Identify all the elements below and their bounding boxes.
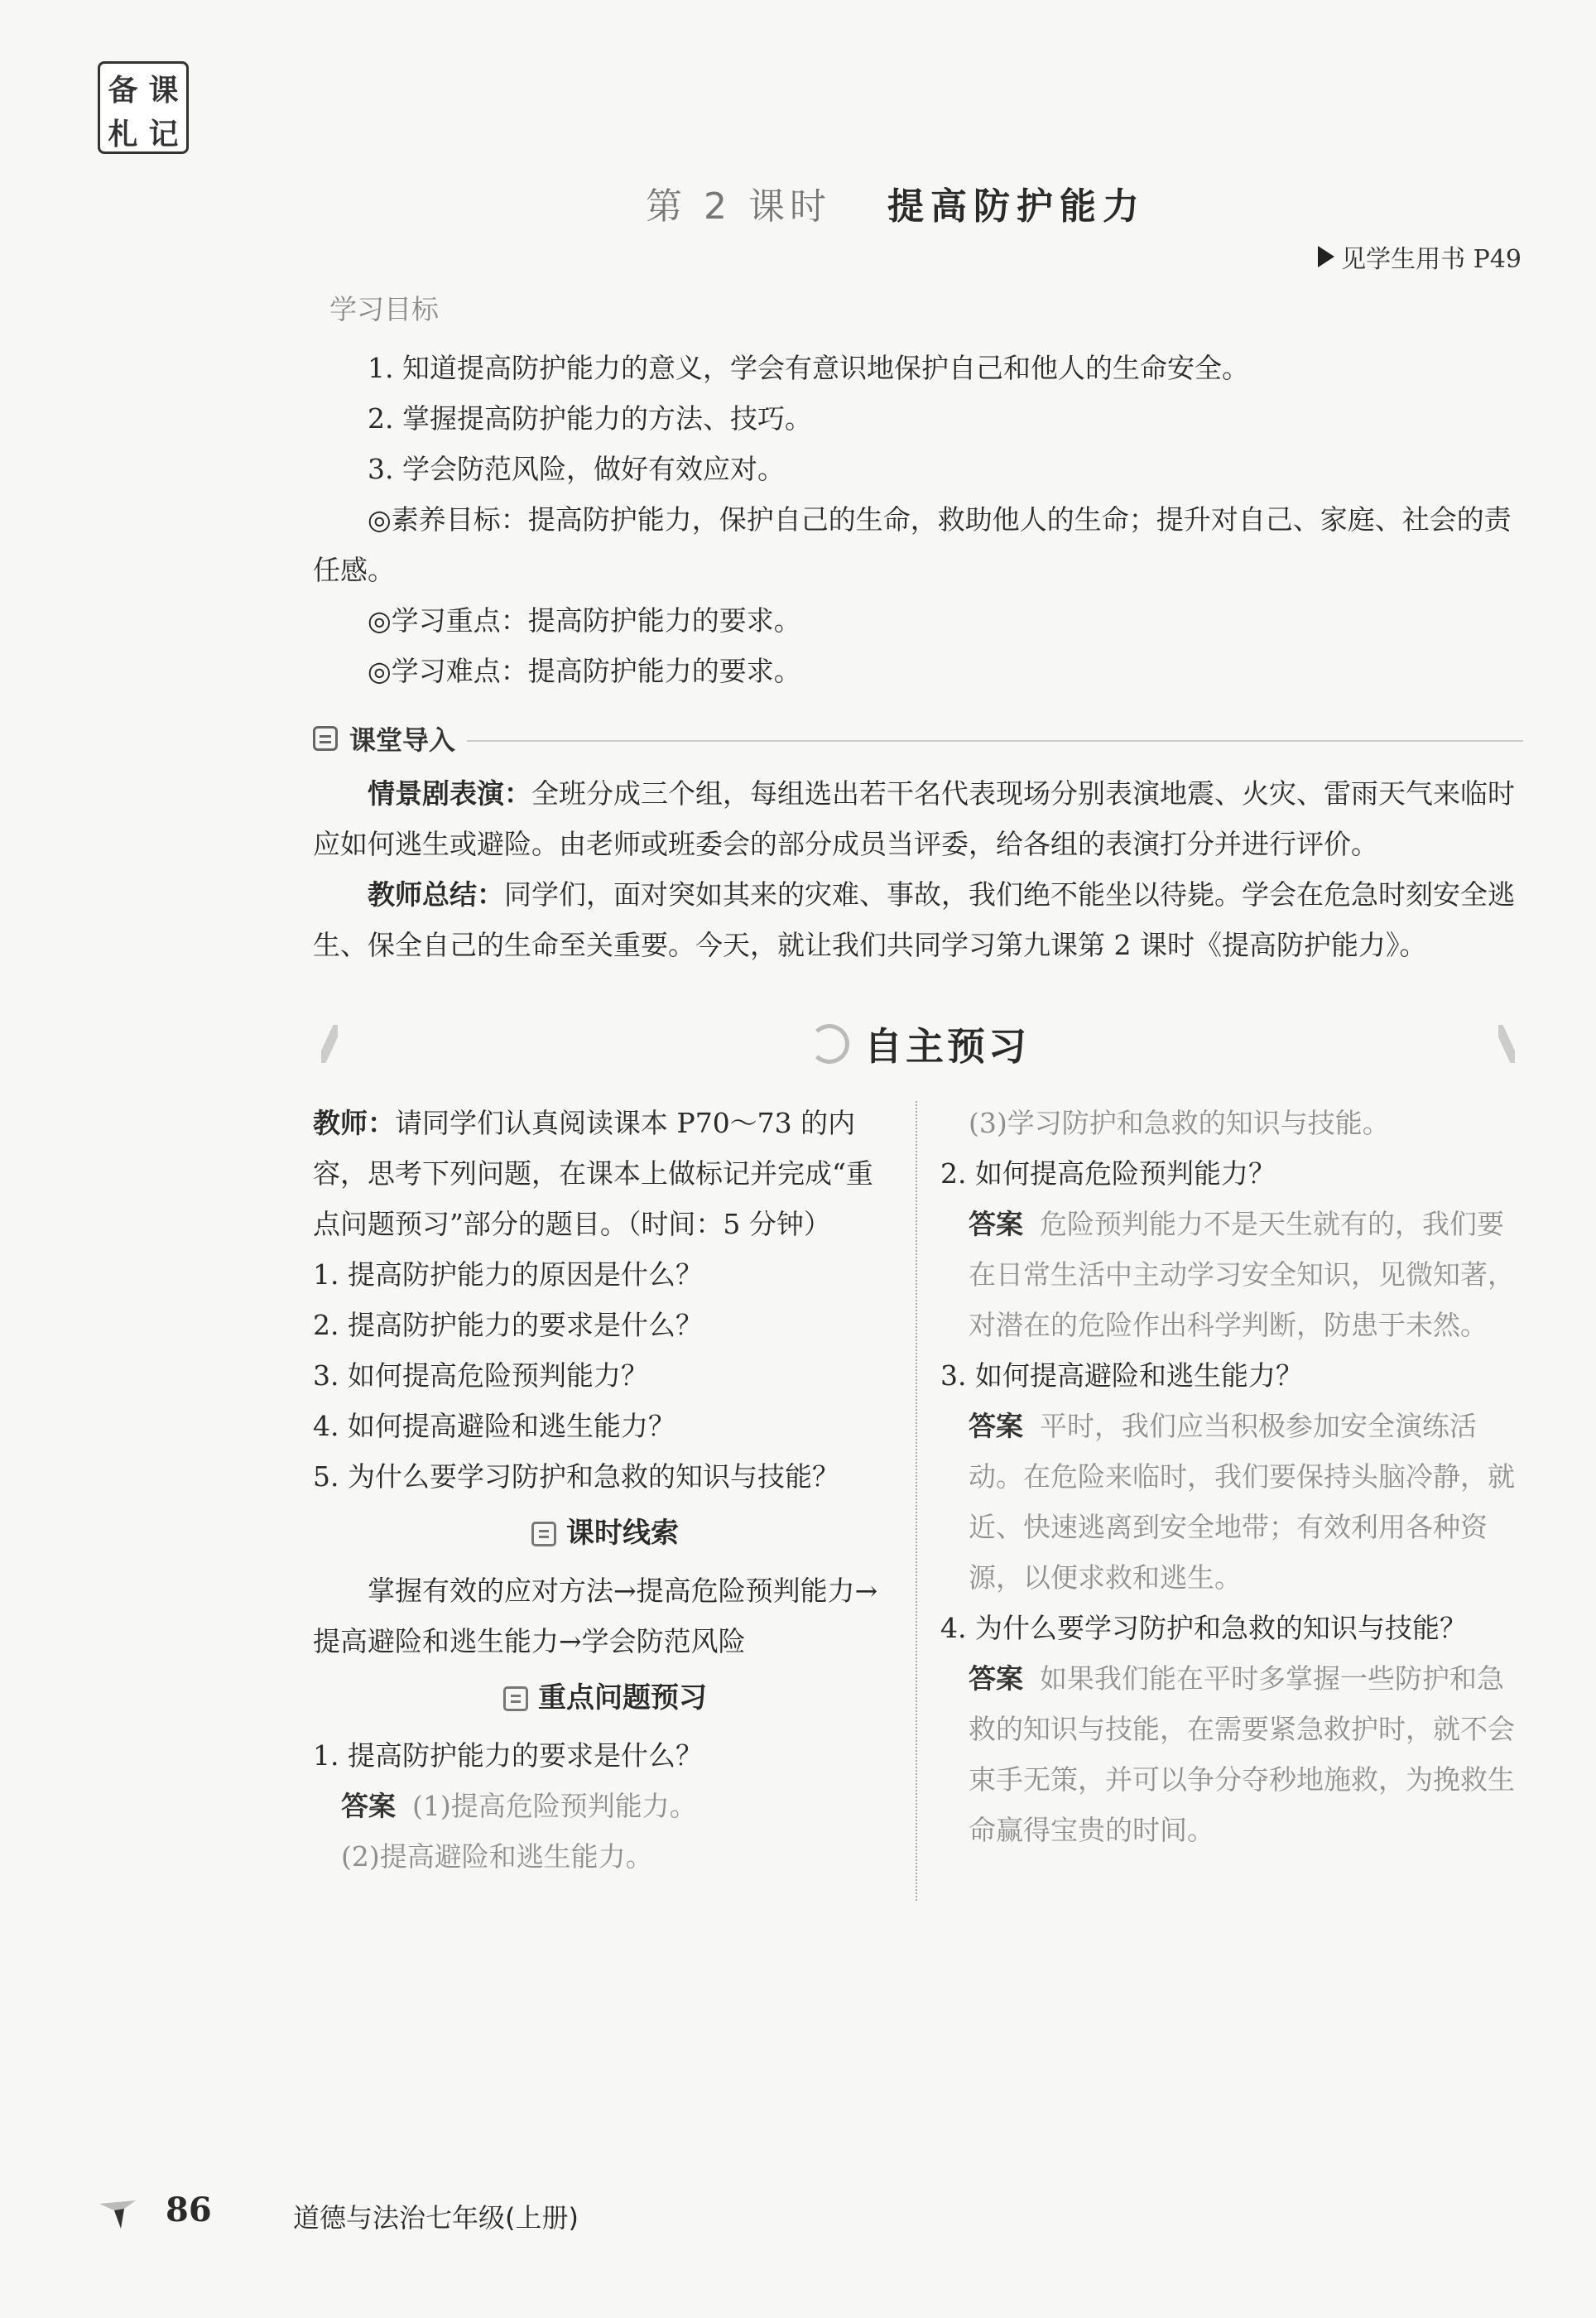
answer-block [940, 1653, 1523, 1855]
goal-item: ◎素养目标：提高防护能力，保护自己的生命，救助他人的生命；提升对自己、家庭、社会的责任感。 [313, 503, 1512, 586]
key-question: 3. 如何提高避险和逃生能力？ [940, 1359, 1303, 1392]
notes-char: 备 [108, 73, 138, 108]
book-title: 道德与法治七年级(上册) [293, 2202, 579, 2234]
book-icon [503, 1686, 528, 1711]
teacher-label: 教师： [313, 1107, 395, 1139]
goal-item: 1. 知道提高防护能力的意义，学会有意识地保护自己和他人的生命安全。 [368, 352, 1249, 384]
answer-line [313, 1781, 897, 1831]
question-item: 5. 为什么要学习防护和急救的知识与技能？ [313, 1460, 839, 1493]
intro-heading: 课堂导入 [349, 724, 456, 756]
goal-item: ◎学习难点：提高防护能力的要求。 [368, 655, 801, 687]
answer-text: 危险预判能力不是天生就有的，我们要在日常生活中主动学习安全知识，见微知著，对潜在的危险作出科学判断，防患于未然。 [969, 1208, 1515, 1341]
clue-heading: 课时线索 [566, 1517, 679, 1550]
notes-char: 札 [108, 117, 138, 151]
notes-char: 记 [148, 117, 179, 151]
question-item: 2. 提高防护能力的要求是什么？ [313, 1309, 703, 1341]
goal-item: ◎学习重点：提高防护能力的要求。 [368, 604, 801, 637]
intro-paragraph [313, 768, 1523, 869]
question-item: 4. 如何提高避险和逃生能力？ [313, 1410, 675, 1442]
lesson-number: 第 2 课时 [646, 185, 831, 228]
goals-heading: 学习目标 [329, 293, 439, 325]
goal-item: 3. 学会防范风险，做好有效应对。 [368, 453, 785, 485]
answer-text: 如果我们能在平时多掌握一些防护和急救的知识与技能，在需要紧急救护时，就不会束手无策，并可以争分夺秒地施救，为挽救生命赢得宝贵的时间。 [969, 1662, 1515, 1846]
answer-text: 平时，我们应当积极参加安全演练活动。在危险来临时，我们要保持头脑冷静，就近、快速逃离到安全地带；有效利用各种资源，以便求救和逃生。 [969, 1410, 1515, 1594]
key-question: 2. 如何提高危险预判能力？ [940, 1157, 1276, 1190]
column-divider [916, 1101, 917, 1901]
intro-label: 情景剧表演： [368, 777, 531, 810]
intro-label: 教师总结： [368, 878, 504, 911]
book-icon [313, 726, 338, 751]
answer-text: (3)学习防护和急救的知识与技能。 [969, 1107, 1390, 1139]
slash-decoration-icon [1498, 1025, 1515, 1063]
swirl-icon [810, 1024, 849, 1064]
answer-label: 答案 [969, 1662, 1023, 1695]
slash-decoration-icon [321, 1025, 338, 1063]
triangle-icon [1318, 246, 1334, 267]
teacher-instruction [313, 1098, 897, 1249]
page-number: 86 [166, 2191, 212, 2229]
goals-list [313, 343, 1523, 696]
intro-paragraph [313, 869, 1523, 970]
clue-header [313, 1508, 897, 1559]
key-header [313, 1673, 897, 1724]
intro-header [313, 722, 1523, 755]
goal-item: 2. 掌握提高防护能力的方法、技巧。 [368, 402, 812, 435]
answer-block [940, 1199, 1523, 1350]
intro-text: 全班分成三个组，每组选出若干名代表现场分别表演地震、火灾、雷雨天气来临时应如何逃生或避险。由老师或班委会的部分成员当评委，给各组的表演打分并进行评价。 [313, 777, 1515, 860]
left-column [313, 1098, 897, 1882]
arrow-decoration-icon [96, 2195, 137, 2232]
notes-char: 课 [148, 73, 179, 108]
reference-text: 见学生用书 P49 [1341, 245, 1521, 274]
lesson-title: 提高防护能力 [887, 185, 1146, 228]
intro-body [313, 768, 1523, 970]
answer-text: (2)提高避险和逃生能力。 [341, 1840, 653, 1873]
key-question: 1. 提高防护能力的要求是什么？ [313, 1739, 703, 1772]
answer-label: 答案 [969, 1208, 1023, 1240]
answer-text: (1)提高危险预判能力。 [412, 1790, 697, 1822]
notes-box [98, 61, 189, 154]
answer-label: 答案 [969, 1410, 1023, 1442]
book-reference [1318, 238, 1521, 275]
book-icon [531, 1522, 556, 1546]
section-title: 自主预习 [864, 1024, 1030, 1069]
answer-block [940, 1401, 1523, 1603]
intro-text: 同学们，面对突如其来的灾难、事故，我们绝不能坐以待毙。学会在危急时刻安全逃生、保全自己的生命至关重要。今天，就让我们共同学习第九课第 2 课时《提高防护能力》。 [313, 878, 1515, 961]
banner-center [810, 1017, 1030, 1071]
section-banner [313, 1012, 1523, 1078]
right-column [940, 1098, 1523, 1855]
key-heading: 重点问题预习 [538, 1681, 707, 1714]
divider-line [467, 740, 1523, 742]
clue-text: 掌握有效的应对方法→提高危险预判能力→提高避险和逃生能力→学会防范风险 [313, 1575, 878, 1657]
answer-label: 答案 [341, 1790, 396, 1822]
key-question: 4. 为什么要学习防护和急救的知识与技能？ [940, 1612, 1467, 1644]
teacher-text: 请同学们认真阅读课本 P70～73 的内容，思考下列问题，在课本上做标记并完成“重点问题预习”部分的题目。（时间：5 分钟） [313, 1107, 873, 1240]
page-title [646, 174, 1146, 232]
question-item: 1. 提高防护能力的原因是什么？ [313, 1258, 703, 1291]
question-item: 3. 如何提高危险预判能力？ [313, 1359, 648, 1392]
